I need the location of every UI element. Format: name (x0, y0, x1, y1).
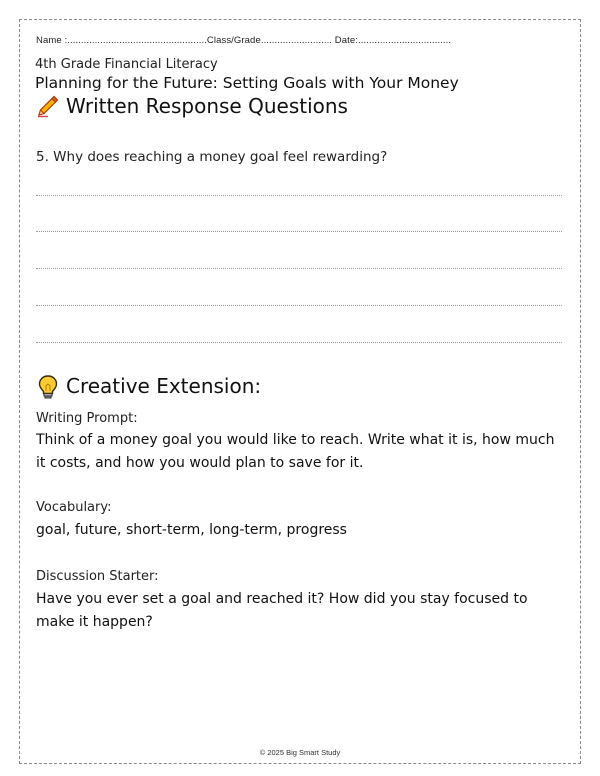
section-title: Creative Extension: (66, 374, 262, 398)
copyright-footer: © 2025 Big Smart Study (259, 748, 341, 757)
answer-line (36, 231, 562, 232)
answer-line (36, 268, 562, 269)
discussion-starter-text: Have you ever set a goal and reached it? How did you stay focused to make it happen? (36, 591, 528, 630)
lightbulb-icon (36, 374, 60, 398)
vocabulary-text: goal, future, short-term, long-term, progress (36, 522, 347, 538)
vocabulary-label: Vocabulary: (36, 500, 112, 515)
writing-prompt-label: Writing Prompt: (36, 411, 138, 426)
worksheet-title: Planning for the Future: Setting Goals with Your Money (35, 74, 459, 92)
creative-extension-heading (36, 374, 261, 398)
section-title: Written Response Questions (66, 94, 348, 118)
discussion-starter-label: Discussion Starter: (36, 569, 159, 584)
written-response-heading (36, 94, 348, 118)
answer-line (36, 342, 562, 343)
student-info-fields: Name :...................................................Class/Grade.......................... Date:.................................. (36, 35, 452, 46)
writing-prompt-text: Think of a money goal you would like to reach. Write what it is, how much it costs, and how you would plan to save for it. (36, 432, 555, 471)
question-5: 5. Why does reaching a money goal feel rewarding? (36, 149, 388, 165)
subject-label: 4th Grade Financial Literacy (35, 57, 218, 72)
answer-line (36, 195, 562, 196)
answer-line (36, 305, 562, 306)
pencil-icon (36, 94, 60, 118)
